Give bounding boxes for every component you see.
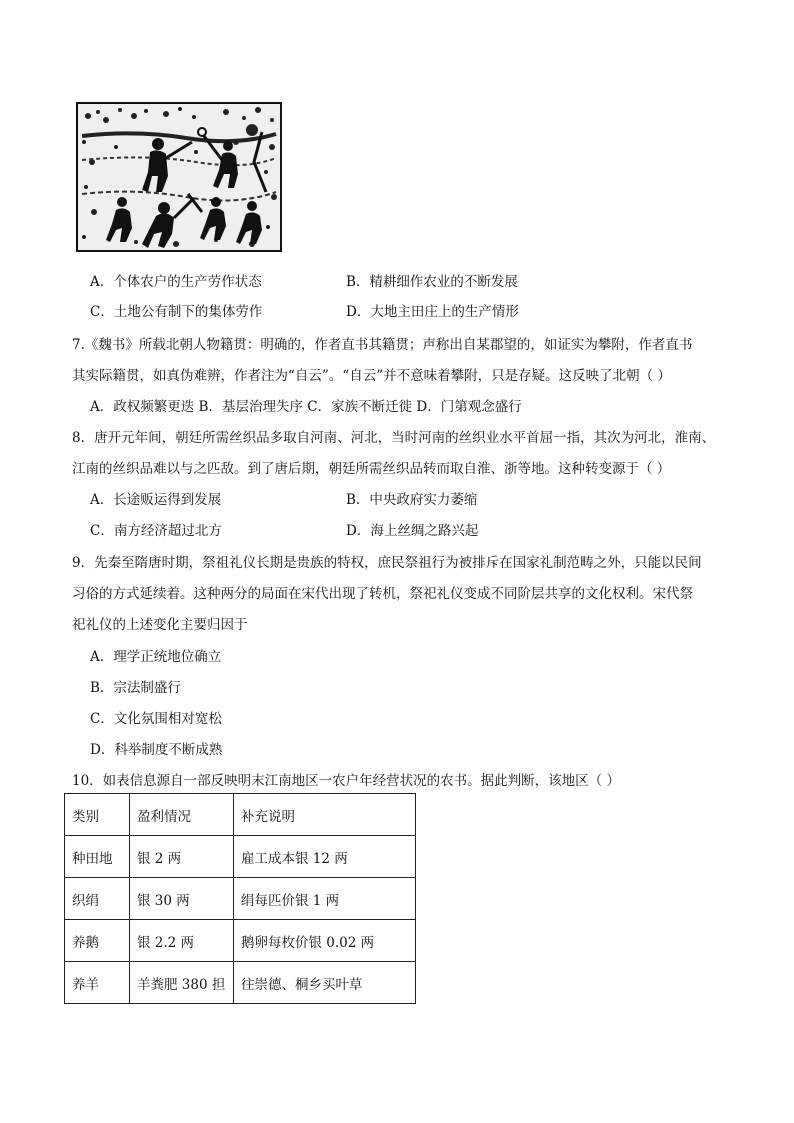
q6-option-a: A．个体农户的生产劳作状态 <box>90 274 262 290</box>
farm-income-table <box>64 793 416 1004</box>
table-cell: 绢每匹价银 1 两 <box>234 878 416 920</box>
table-row <box>65 836 416 878</box>
q9-stem-line3: 祀礼仪的上述变化主要归因于 <box>72 617 248 633</box>
q9-option-b: B．宗法制盛行 <box>90 680 181 696</box>
stone-relief-rubbing-image <box>76 102 282 252</box>
q8-stem-line1: 8．唐开元年间，朝廷所需丝织品多取自河南、河北，当时河南的丝织业水平首屈一指，其次为河北，淮南、 <box>72 430 716 446</box>
table-row <box>65 878 416 920</box>
table-header-cell: 补充说明 <box>234 794 416 836</box>
table-cell: 羊粪肥 380 担 <box>130 962 234 1004</box>
q10-stem: 10．如表信息源自一部反映明末江南地区一农户年经营状况的农书。据此判断，该地区（ ） <box>72 773 620 789</box>
q9-stem-line1: 9．先秦至隋唐时期，祭祖礼仪长期是贵族的特权，庶民祭祖行为被排斥在国家礼制范畴之外，只能以民间 <box>72 555 702 571</box>
q8-option-c: C．南方经济超过北方 <box>90 523 222 539</box>
q8-stem-line2: 江南的丝织品难以与之匹敌。到了唐后期，朝廷所需丝织品转而取自淮、浙等地。这种转变源于（ ） <box>72 461 671 477</box>
table-cell: 银 2.2 两 <box>130 920 234 962</box>
q6-option-b: B．精耕细作农业的不断发展 <box>346 274 518 290</box>
q8-option-d: D．海上丝绸之路兴起 <box>346 523 479 539</box>
table-header-row <box>65 794 416 836</box>
table-cell: 织绢 <box>65 878 130 920</box>
q7-stem-line1: 7.《魏书》所载北朝人物籍贯：明确的，作者直书其籍贯；声称出自某郡望的，如证实为攀附，作者直书 <box>72 337 693 353</box>
q9-option-c: C．文化氛围相对宽松 <box>90 711 222 727</box>
table-cell: 雇工成本银 12 两 <box>234 836 416 878</box>
q9-option-a: A．理学正统地位确立 <box>90 649 222 665</box>
table-row <box>65 962 416 1004</box>
table-cell: 养鹅 <box>65 920 130 962</box>
q9-stem-line2: 习俗的方式延续着。这种两分的局面在宋代出现了转机，祭祀礼仪变成不同阶层共享的文化权利。宋代祭 <box>72 586 693 602</box>
q6-option-d: D．大地主田庄上的生产情形 <box>346 304 519 320</box>
table-cell: 银 2 两 <box>130 836 234 878</box>
table-cell: 鹅卵每枚价银 0.02 两 <box>234 920 416 962</box>
table-cell: 种田地 <box>65 836 130 878</box>
q6-option-c: C．土地公有制下的集体劳作 <box>90 304 263 320</box>
table-cell: 养羊 <box>65 962 130 1004</box>
table-cell: 往崇德、桐乡买叶草 <box>234 962 416 1004</box>
q7-options: A．政权频繁更迭 B．基层治理失序 C．家族不断迁徙 D．门第观念盛行 <box>90 399 522 415</box>
q9-option-d: D．科举制度不断成熟 <box>90 742 223 758</box>
table-header-cell: 类别 <box>65 794 130 836</box>
table-cell: 银 30 两 <box>130 878 234 920</box>
q8-option-b: B．中央政府实力萎缩 <box>346 492 478 508</box>
q8-option-a: A．长途贩运得到发展 <box>90 492 222 508</box>
table-row <box>65 920 416 962</box>
q7-stem-line2: 其实际籍贯，如真伪难辨，作者注为“自云”。“自云”并不意味着攀附，只是存疑。这反映了北朝（ ） <box>72 368 671 384</box>
table-header-cell: 盈利情况 <box>130 794 234 836</box>
